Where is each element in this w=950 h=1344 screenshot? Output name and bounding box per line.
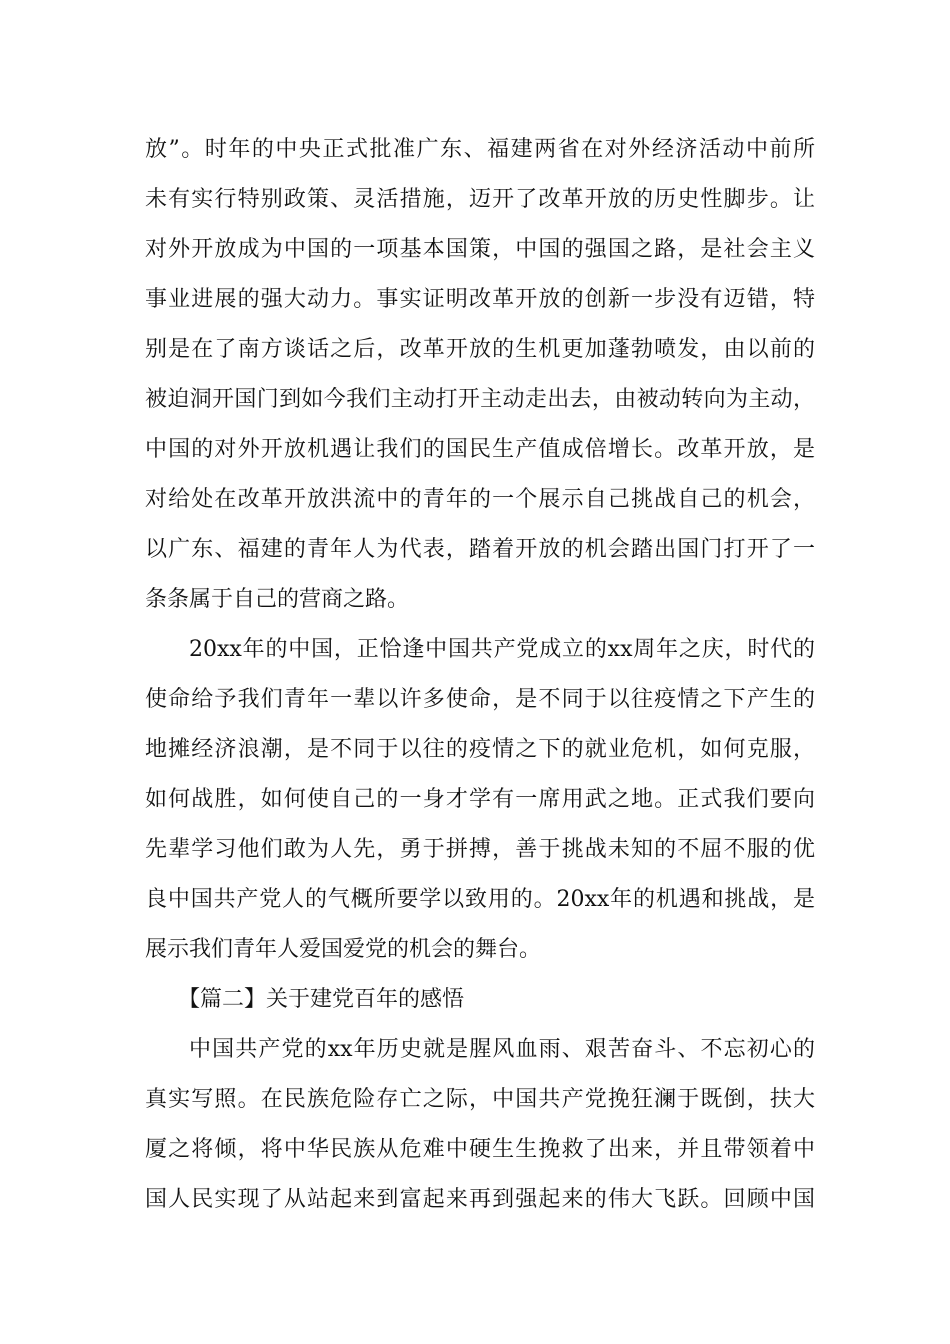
paragraph-1-line-2: 未有实行特别政策、灵活措施，迈开了改革开放的历史性脚步。让 [145,187,815,212]
paragraph-1-line-1: 放”。时年的中央正式批准广东、福建两省在对外经济活动中前所 [145,137,815,162]
paragraph-1-line-9: 以广东、福建的青年人为代表，踏着开放的机会踏出国门打开了一 [145,537,815,562]
paragraph-1-line-4: 事业进展的强大动力。事实证明改革开放的创新一步没有迈错，特 [145,287,815,312]
paragraph-1-line-8: 对给处在改革开放洪流中的青年的一个展示自己挑战自己的机会， [145,487,815,512]
paragraph-3-line-4: 国人民实现了从站起来到富起来再到强起来的伟大飞跃。回顾中国 [145,1187,815,1212]
paragraph-2-line-6: 良中国共产党人的气概所要学以致用的。20xx年的机遇和挑战，是 [145,887,815,912]
paragraph-2-line-2: 使命给予我们青年一辈以许多使命，是不同于以往疫情之下产生的 [145,687,815,712]
paragraph-3-line-3: 厦之将倾，将中华民族从危难中硬生生挽救了出来，并且带领着中 [145,1137,815,1162]
paragraph-2-line-1: 20xx年的中国，正恰逢中国共产党成立的xx周年之庆，时代的 [189,637,815,662]
paragraph-2-line-4: 如何战胜，如何使自己的一身才学有一席用武之地。正式我们要向 [145,787,815,812]
paragraph-2-line-3: 地摊经济浪潮，是不同于以往的疫情之下的就业危机，如何克服， [145,737,815,762]
paragraph-2-line-5: 先辈学习他们敢为人先，勇于拼搏，善于挑战未知的不屈不服的优 [145,837,815,862]
paragraph-1-line-6: 被迫洞开国门到如今我们主动打开主动走出去，由被动转向为主动， [145,387,815,412]
paragraph-1-line-3: 对外开放成为中国的一项基本国策，中国的强国之路，是社会主义 [145,237,815,262]
paragraph-3-line-2: 真实写照。在民族危险存亡之际，中国共产党挽狂澜于既倒，扶大 [145,1087,815,1112]
paragraph-1-line-10: 条条属于自己的营商之路。 [145,587,410,612]
paragraph-1-line-7: 中国的对外开放机遇让我们的国民生产值成倍增长。改革开放，是 [145,437,815,462]
section-heading: 【篇二】关于建党百年的感悟 [178,987,465,1012]
paragraph-1-line-5: 别是在了南方谈话之后，改革开放的生机更加蓬勃喷发，由以前的 [145,337,815,362]
paragraph-2-line-7: 展示我们青年人爱国爱党的机会的舞台。 [145,937,542,962]
paragraph-3-line-1: 中国共产党的xx年历史就是腥风血雨、艰苦奋斗、不忘初心的 [189,1037,815,1062]
